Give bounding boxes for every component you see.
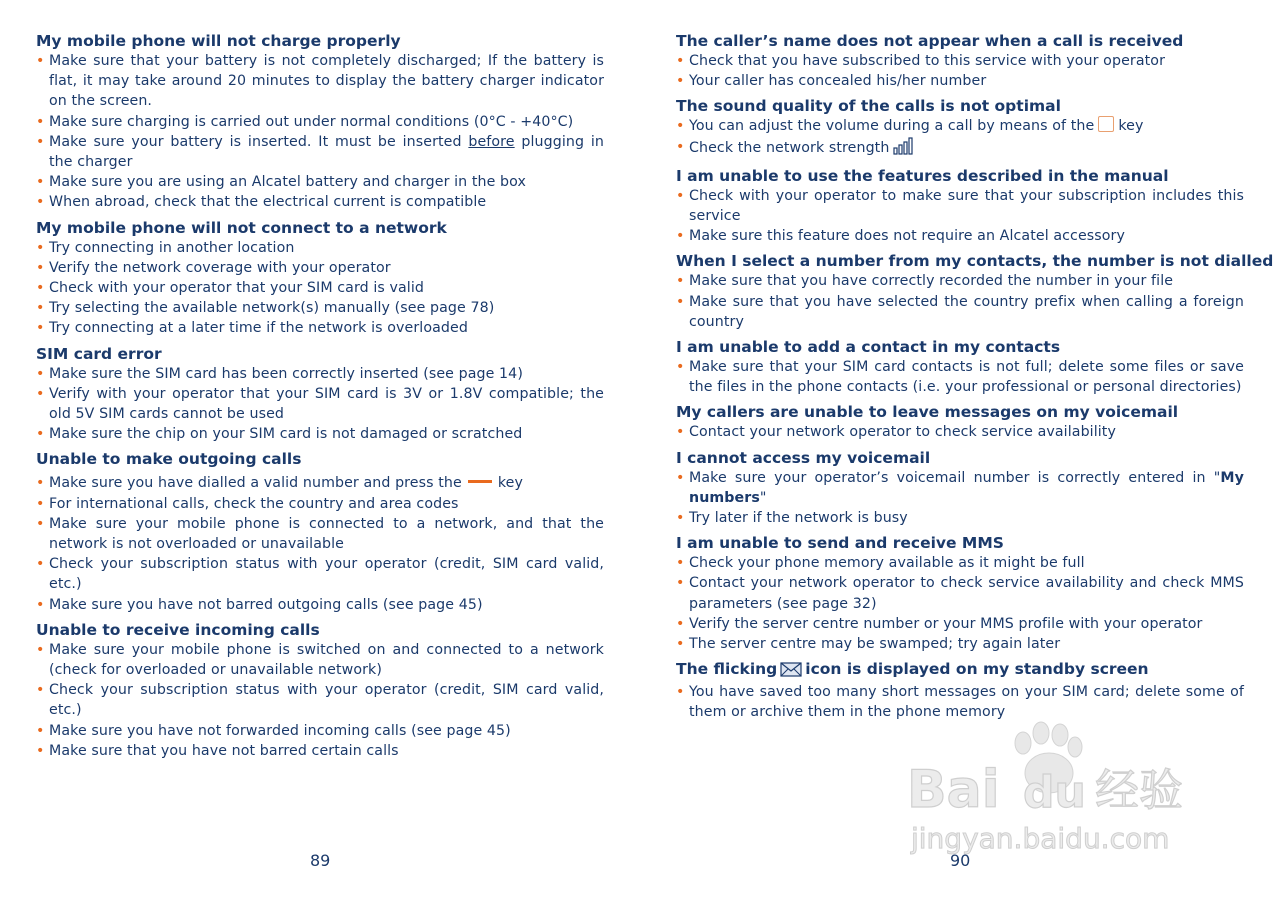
svg-text:jingyan.baidu.com: jingyan.baidu.com <box>911 822 1170 855</box>
section-outgoing <box>36 449 604 614</box>
list-item: • Make sure that you have correctly recorded the number in your file <box>676 271 1244 291</box>
section-charge <box>36 31 604 213</box>
section-mms <box>676 533 1244 654</box>
list-item: • Verify with your operator that your SIM card is 3V or 1.8V compatible; the old 5V SIM cards cannot be used <box>36 384 604 424</box>
section-title: The caller’s name does not appear when a call is received <box>676 32 1184 50</box>
section-title: I am unable to use the features described in the manual <box>676 166 1169 185</box>
list-item: • Make sure that you have selected the country prefix when calling a foreign country <box>676 292 1244 332</box>
list-item: • Make sure you have not barred outgoing calls (see page 45) <box>36 595 604 615</box>
section-features <box>676 166 1244 247</box>
left-page <box>36 31 604 766</box>
list-item: • The server centre may be swamped; try again later <box>676 634 1244 654</box>
list-item: • Make sure this feature does not require an Alcatel accessory <box>676 226 1244 246</box>
section-callers-voicemail <box>676 402 1244 442</box>
envelope-icon <box>780 661 802 682</box>
page-number: 89 <box>310 851 331 870</box>
list-item: • Make sure that you have not barred certain calls <box>36 741 604 761</box>
list-item: • Make sure the SIM card has been correctly inserted (see page 14) <box>36 364 604 384</box>
svg-text:Bai: Bai <box>907 760 1000 820</box>
list-item: • Contact your network operator to check service availability <box>676 422 1244 442</box>
section-access-voicemail <box>676 448 1244 529</box>
svg-text:经验: 经验 <box>1095 765 1183 816</box>
section-network <box>36 218 604 339</box>
list-item: • Make sure your mobile phone is connected to a network, and that the network is not overloaded or unavailable <box>36 514 604 554</box>
list-item: • Try later if the network is busy <box>676 508 1244 528</box>
section-sim-error <box>36 344 604 445</box>
section-title: My mobile phone will not connect to a network <box>36 218 447 237</box>
list-item: • You have saved too many short messages on your SIM card; delete some of them or archive them in the phone memory <box>676 682 1244 722</box>
list-item: • Your caller has concealed his/her number <box>676 71 1244 91</box>
list-item: • Check your phone memory available as it might be full <box>676 553 1244 573</box>
list-item: • Check your subscription status with your operator (credit, SIM card valid, etc.) <box>36 554 604 594</box>
list-item: • Check the network strength <box>676 137 1244 161</box>
list-item: • Check with your operator to make sure that your subscription includes this service <box>676 186 1244 226</box>
list-item: • Check that you have subscribed to this service with your operator <box>676 51 1244 71</box>
section-title: My mobile phone will not charge properly <box>36 32 401 50</box>
list-item: • Make sure that your SIM card contacts is not full; delete some files or save the files in the phone contacts (i.e. your professional or personal directories) <box>676 357 1244 397</box>
list-item: • Make sure you are using an Alcatel battery and charger in the box <box>36 172 604 192</box>
section-title: I am unable to add a contact in my contacts <box>676 338 1061 357</box>
call-key-icon <box>468 480 492 483</box>
list-item: • Make sure that your battery is not completely discharged; If the battery is flat, it may take around 20 minutes to display the battery charger indicator on the screen. <box>36 51 604 112</box>
section-title: My callers are unable to leave messages on my voicemail <box>676 403 1179 422</box>
page-number: 90 <box>950 851 971 870</box>
list-item: • For international calls, check the country and area codes <box>36 494 604 514</box>
volume-key-icon <box>1098 116 1114 132</box>
section-title: SIM card error <box>36 344 162 363</box>
right-page <box>676 31 1274 728</box>
list-item: • Make sure you have not forwarded incoming calls (see page 45) <box>36 721 604 741</box>
section-caller-name <box>676 31 1244 91</box>
list-item: • Verify the server centre number or your MMS profile with your operator <box>676 614 1244 634</box>
baidu-watermark-logo <box>905 715 1205 865</box>
svg-text:du: du <box>1023 767 1086 818</box>
list-item: • Try connecting in another location <box>36 238 604 258</box>
list-item: • Verify the network coverage with your operator <box>36 258 604 278</box>
list-item: • Make sure the chip on your SIM card is not damaged or scratched <box>36 424 604 444</box>
list-item: • Try connecting at a later time if the network is overloaded <box>36 318 604 338</box>
section-flicking-icon <box>676 659 1244 722</box>
section-title: The sound quality of the calls is not optimal <box>676 97 1061 116</box>
list-item: • Contact your network operator to check service availability and check MMS parameters (see page 32) <box>676 573 1244 613</box>
list-item: • Check your subscription status with your operator (credit, SIM card valid, etc.) <box>36 680 604 720</box>
section-title: I am unable to send and receive MMS <box>676 534 1004 553</box>
section-title: Unable to make outgoing calls <box>36 450 302 469</box>
list-item: • Try selecting the available network(s) manually (see page 78) <box>36 298 604 318</box>
section-title: I cannot access my voicemail <box>676 448 931 467</box>
list-item: • You can adjust the volume during a call by means of the key <box>676 116 1244 136</box>
section-sound-quality <box>676 96 1244 160</box>
list-item: • Make sure charging is carried out under normal conditions (0°C - +40°C) <box>36 112 604 132</box>
section-title: Unable to receive incoming calls <box>36 620 320 639</box>
list-item: • Check with your operator that your SIM card is valid <box>36 278 604 298</box>
section-incoming <box>36 620 604 761</box>
section-title: When I select a number from my contacts, the number is not dialled <box>676 252 1274 271</box>
list-item: • Make sure your battery is inserted. It must be inserted before plugging in the charger <box>36 132 604 172</box>
signal-strength-icon <box>893 137 915 161</box>
list-item: • When abroad, check that the electrical current is compatible <box>36 192 604 212</box>
list-item: • Make sure your operator’s voicemail number is correctly entered in "My numbers" <box>676 468 1244 508</box>
section-title: The flicking icon is displayed on my standby screen <box>676 659 1244 682</box>
list-item: • Make sure your mobile phone is switched on and connected to a network (check for overloaded or unavailable network) <box>36 640 604 680</box>
list-item: • Make sure you have dialled a valid number and press the key <box>36 473 604 493</box>
section-contacts-dial <box>676 251 1274 332</box>
section-add-contact <box>676 337 1244 397</box>
